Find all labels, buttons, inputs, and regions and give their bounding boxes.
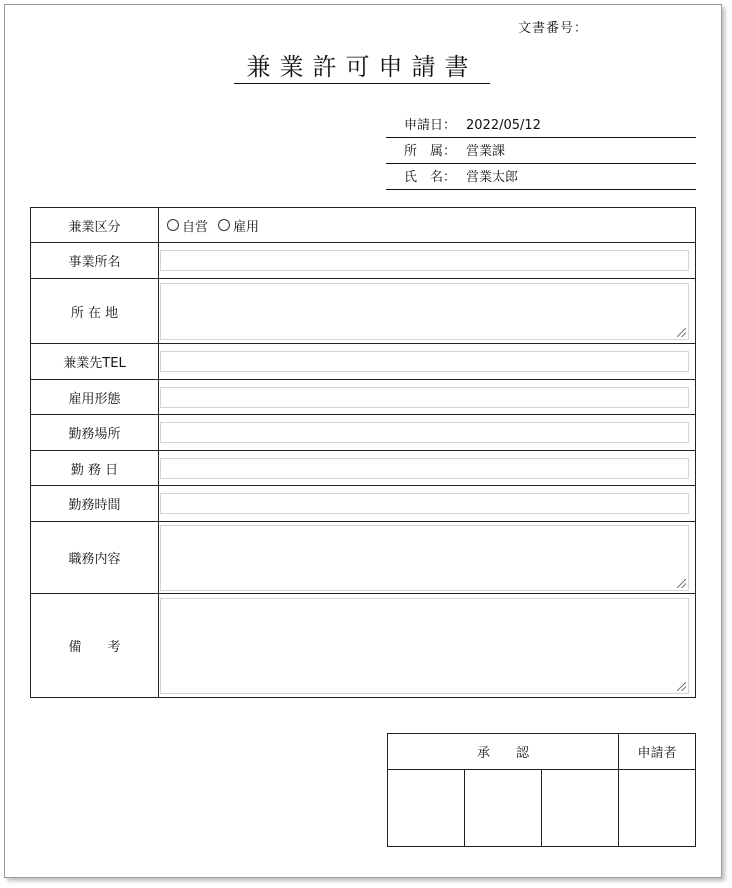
applicant-stamp-box: [619, 770, 696, 847]
office-name-input[interactable]: [160, 250, 689, 271]
category-cell: [159, 208, 696, 243]
resize-grip-icon[interactable]: [677, 682, 686, 691]
resize-grip-icon[interactable]: [677, 328, 686, 337]
stamp-header-row: [388, 734, 696, 770]
approval-stamp-box: [388, 770, 465, 847]
workplace-input[interactable]: [160, 422, 689, 443]
form-row-tel: [31, 344, 696, 380]
remarks-label: 備 考: [31, 594, 159, 698]
location-label: 所 在 地: [31, 279, 159, 344]
radio-employed[interactable]: [218, 216, 259, 235]
radio-self-employed-label: 自営: [182, 219, 209, 235]
radio-self-employed[interactable]: [167, 216, 208, 235]
employment-type-label: 雇用形態: [31, 380, 159, 415]
application-date-line: [386, 117, 696, 138]
office-name-label: 事業所名: [31, 243, 159, 279]
form-row-work-hours: [31, 486, 696, 522]
name-label: 氏 名：: [404, 170, 457, 185]
tel-label: 兼業先TEL: [31, 344, 159, 380]
application-form-table: [30, 207, 696, 698]
location-textarea[interactable]: [160, 283, 689, 340]
radio-employed-label: 雇用: [233, 219, 260, 235]
department-label: 所 属：: [404, 144, 457, 159]
tel-input[interactable]: [160, 351, 689, 372]
applicant-header: 申請者: [619, 734, 696, 770]
category-radio-group: [159, 216, 695, 235]
resize-grip-icon[interactable]: [677, 579, 686, 588]
application-date-label: 申請日：: [404, 118, 457, 133]
form-row-office-name: [31, 243, 696, 279]
form-row-work-days: [31, 451, 696, 486]
department-line: [386, 143, 696, 164]
form-row-location: [31, 279, 696, 344]
document-number-label: 文書番号：: [518, 21, 589, 36]
workplace-label: 勤務場所: [31, 415, 159, 451]
radio-circle-icon[interactable]: [167, 219, 179, 231]
work-hours-input[interactable]: [160, 493, 689, 514]
page-title: 兼業許可申請書: [234, 52, 490, 84]
application-date-value: 2022/05/12: [466, 118, 541, 133]
approval-header: 承 認: [388, 734, 619, 770]
form-row-remarks: [31, 594, 696, 698]
remarks-textarea[interactable]: [160, 598, 689, 694]
form-row-workplace: [31, 415, 696, 451]
duties-textarea[interactable]: [160, 525, 689, 591]
name-value: 営業太郎: [466, 170, 519, 185]
work-days-input[interactable]: [160, 458, 689, 479]
duties-label: 職務内容: [31, 522, 159, 594]
form-row-employment-type: [31, 380, 696, 415]
name-line: [386, 169, 696, 190]
radio-circle-icon[interactable]: [218, 219, 230, 231]
stamp-box-row: [388, 770, 696, 847]
form-row-category: [31, 208, 696, 243]
work-hours-label: 勤務時間: [31, 486, 159, 522]
employment-type-input[interactable]: [160, 387, 689, 408]
approval-stamp-box: [465, 770, 542, 847]
department-value: 営業課: [466, 144, 506, 159]
approval-stamp-box: [542, 770, 619, 847]
category-label: 兼業区分: [31, 208, 159, 243]
approval-stamp-table: [387, 733, 696, 847]
work-days-label: 勤 務 日: [31, 451, 159, 486]
form-row-duties: [31, 522, 696, 594]
